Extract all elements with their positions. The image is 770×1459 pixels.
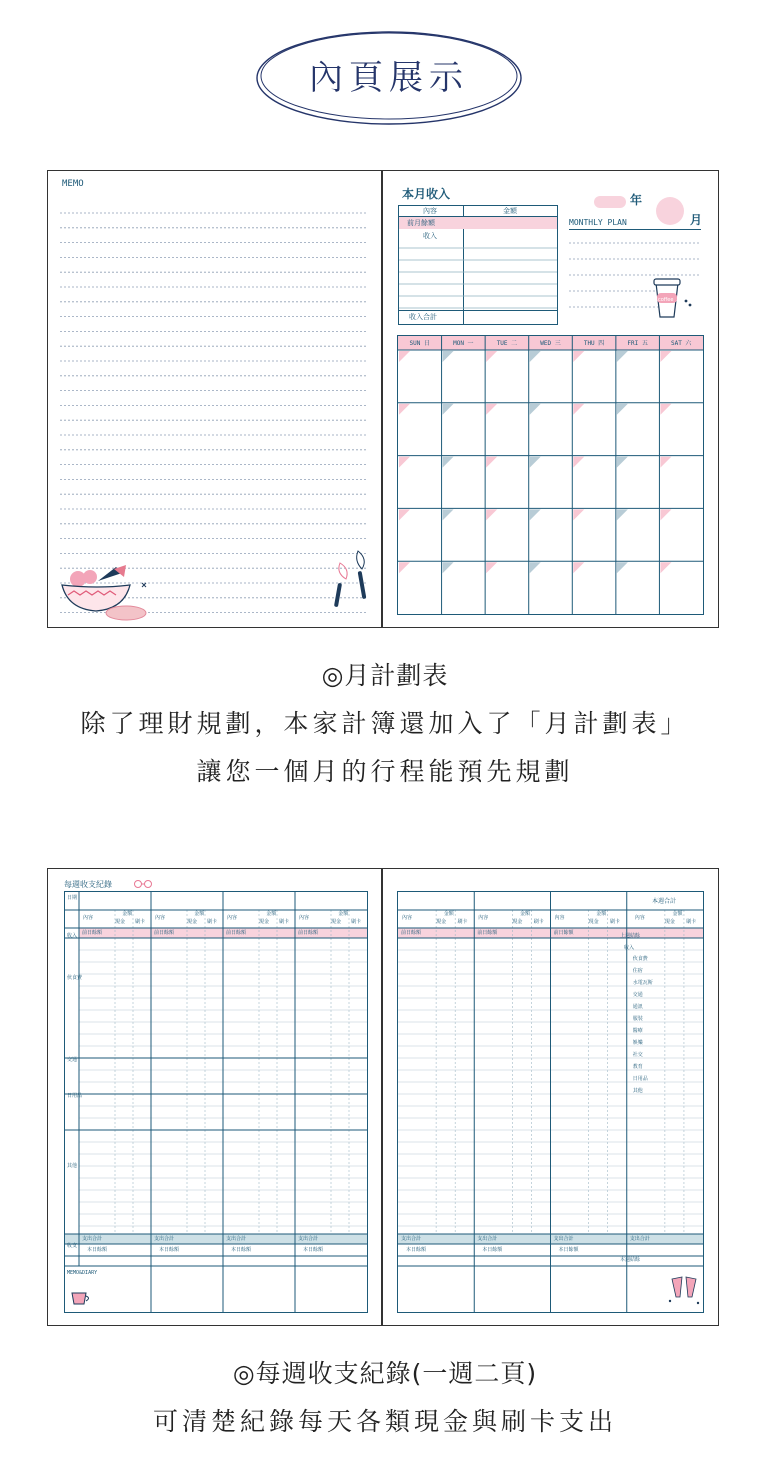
weekly-col-label: 刷卡 <box>207 919 218 925</box>
caption1-line1: 除了理財規劃，本家計簿還加入了「月計劃表」 <box>80 709 690 738</box>
calendar-lines <box>398 336 703 614</box>
income-col-amount: 金額 <box>503 207 517 215</box>
side-income-label: 收入 <box>67 933 78 939</box>
category-item: 伙食費 <box>632 956 648 962</box>
year-label: 年 <box>630 193 643 207</box>
income-table <box>398 205 558 325</box>
spread-gutter <box>381 171 383 627</box>
memo-diary-label: MEMO&DIARY <box>67 1270 98 1276</box>
weekly-col-label: 現金 <box>259 919 270 925</box>
category-item: 教育 <box>632 1064 643 1070</box>
weekly-right-grid <box>397 891 704 1313</box>
weekly-col-label: 支出合計 <box>477 1236 498 1242</box>
month-label: 月 <box>690 213 703 227</box>
weekly-col-label: 現金 <box>436 919 447 925</box>
coffee-cup-label: coffee <box>658 297 674 303</box>
weekly-col-label: 本日餘額 <box>231 1247 252 1253</box>
weekly-col-label: 內容 <box>299 915 310 921</box>
weekly-col-label: 內容 <box>478 915 489 921</box>
glasses-icon <box>132 877 154 889</box>
weekly-col-label: 支出合計 <box>298 1236 319 1242</box>
category-item: 住宿 <box>632 968 643 974</box>
tea-cup-icon <box>70 1289 92 1307</box>
weekly-col-label: 金額 <box>266 911 277 917</box>
category-item: 水電瓦斯 <box>632 980 653 986</box>
side-balance-label: 收支 <box>67 1243 78 1249</box>
cheers-glasses-icon <box>664 1269 704 1309</box>
income-col-content: 內容 <box>423 207 437 215</box>
weekly-col-label: 現金 <box>115 919 126 925</box>
weekly-col-label: 刷卡 <box>609 919 620 925</box>
weekly-col-label: 本日餘額 <box>558 1247 579 1253</box>
weekly-col-label: 金額 <box>443 911 454 917</box>
weekday-header: SUN 日 <box>409 340 430 347</box>
weekday-header: SAT 六 <box>670 340 692 347</box>
weekly-col-label: 金額 <box>194 911 205 917</box>
week-income-label: 收入 <box>624 945 635 951</box>
whisk-icon <box>328 549 378 614</box>
calendar-grid <box>397 335 704 615</box>
side-other-label: 其他 <box>67 1163 78 1169</box>
weekly-col-label: 內容 <box>227 915 238 921</box>
weekly-col-label: 前日餘額 <box>401 930 422 936</box>
week-prev-label: 上週結餘 <box>620 933 641 939</box>
weekly-col-label: 支出合計 <box>82 1236 103 1242</box>
income-total: 收入合計 <box>409 313 437 321</box>
weekday-header: FRI 五 <box>627 340 648 347</box>
weekly-col-label: 金額 <box>596 911 607 917</box>
weekly-col-label: 本日餘額 <box>406 1247 427 1253</box>
income-row-prev: 前月餘額 <box>407 219 435 227</box>
weekly-col-label: 本日餘額 <box>303 1247 324 1253</box>
weekly-col-label: 前日餘額 <box>226 930 247 936</box>
weekly-col-label: 刷卡 <box>686 919 697 925</box>
weekly-col-label: 前日餘額 <box>553 930 574 936</box>
side-daily-label: 日用品 <box>67 1093 83 1099</box>
side-transport-label: 交通 <box>67 1057 78 1063</box>
page-title: 內頁展示 <box>309 58 469 98</box>
month-field[interactable] <box>656 197 684 225</box>
caption1-title: ◎月計劃表 <box>321 661 449 690</box>
spread-gutter <box>381 869 383 1325</box>
side-food-label: 伙食費 <box>67 975 83 981</box>
weekly-col-label: 現金 <box>588 919 599 925</box>
weekly-col-label: 前日餘額 <box>82 930 103 936</box>
weekly-col-label: 支出合計 <box>629 1236 650 1242</box>
monthly-plan-label: MONTHLY PLAN <box>569 218 627 227</box>
weekly-col-label: 支出合計 <box>401 1236 422 1242</box>
weekday-header: MON 一 <box>453 340 474 347</box>
weekly-col-label: 現金 <box>664 919 675 925</box>
weekly-col-label: 現金 <box>187 919 198 925</box>
category-item: 其他 <box>632 1088 643 1094</box>
weekly-col-label: 金額 <box>672 911 683 917</box>
weekly-col-label: 本日餘額 <box>159 1247 180 1253</box>
weekly-spread <box>47 868 719 1326</box>
weekly-col-label: 內容 <box>554 915 565 921</box>
fruit-bowl-icon <box>58 563 168 623</box>
category-item: 通訊 <box>632 1004 643 1010</box>
weekly-col-label: 刷卡 <box>533 919 544 925</box>
category-item: 娛樂 <box>632 1040 643 1046</box>
category-item: 服裝 <box>632 1016 643 1022</box>
weekly-right-lines <box>398 892 703 1312</box>
week-balance-label: 本週結餘 <box>620 1257 641 1263</box>
weekly-col-label: 刷卡 <box>457 919 468 925</box>
income-table-lines <box>399 242 557 312</box>
weekly-col-label: 本日餘額 <box>482 1247 503 1253</box>
memo-label: MEMO <box>62 179 84 189</box>
weekly-col-label: 內容 <box>634 915 645 921</box>
weekly-col-label: 前日餘額 <box>298 930 319 936</box>
category-item: 交通 <box>632 992 643 998</box>
weekly-col-label: 刷卡 <box>135 919 146 925</box>
category-item: 社交 <box>632 1052 643 1058</box>
category-item: 日用品 <box>632 1076 648 1082</box>
monthly-spread <box>47 170 719 628</box>
day-label: 日期 <box>67 895 78 901</box>
weekly-col-label: 前日餘額 <box>477 930 498 936</box>
weekly-col-label: 金額 <box>338 911 349 917</box>
income-row-income: 收入 <box>423 232 437 240</box>
weekly-col-label: 內容 <box>402 915 413 921</box>
weekday-header: THU 四 <box>583 340 605 347</box>
weekday-header: TUE 二 <box>496 340 518 347</box>
weekly-col-label: 支出合計 <box>154 1236 175 1242</box>
weekly-col-label: 現金 <box>512 919 523 925</box>
weekly-left-grid <box>64 891 368 1313</box>
category-item: 醫療 <box>632 1028 643 1034</box>
weekly-col-label: 內容 <box>83 915 94 921</box>
caption2-line1: 可清楚紀錄每天各類現金與刷卡支出 <box>152 1407 617 1436</box>
weekly-col-label: 內容 <box>155 915 166 921</box>
weekly-col-label: 前日餘額 <box>154 930 175 936</box>
page-title-oval <box>253 26 525 130</box>
weekly-col-label: 支出合計 <box>226 1236 247 1242</box>
year-field[interactable] <box>594 196 626 208</box>
caption2-title: ◎每週收支紀錄(一週二頁) <box>232 1359 538 1388</box>
memo-ruled-lines <box>60 209 370 619</box>
weekly-col-label: 本日餘額 <box>87 1247 108 1253</box>
weekly-title: 每週收支紀錄 <box>64 880 112 889</box>
caption1-line2: 讓您一個月的行程能預先規劃 <box>196 757 574 786</box>
weekday-header: WED 三 <box>540 340 561 347</box>
income-title: 本月收入 <box>402 187 451 201</box>
week-total-title: 本週合計 <box>652 898 677 905</box>
weekly-col-label: 支出合計 <box>553 1236 574 1242</box>
weekly-col-label: 刷卡 <box>351 919 362 925</box>
weekly-col-label: 現金 <box>331 919 342 925</box>
weekly-col-label: 金額 <box>122 911 133 917</box>
weekly-col-label: 刷卡 <box>279 919 290 925</box>
weekly-col-label: 金額 <box>520 911 531 917</box>
